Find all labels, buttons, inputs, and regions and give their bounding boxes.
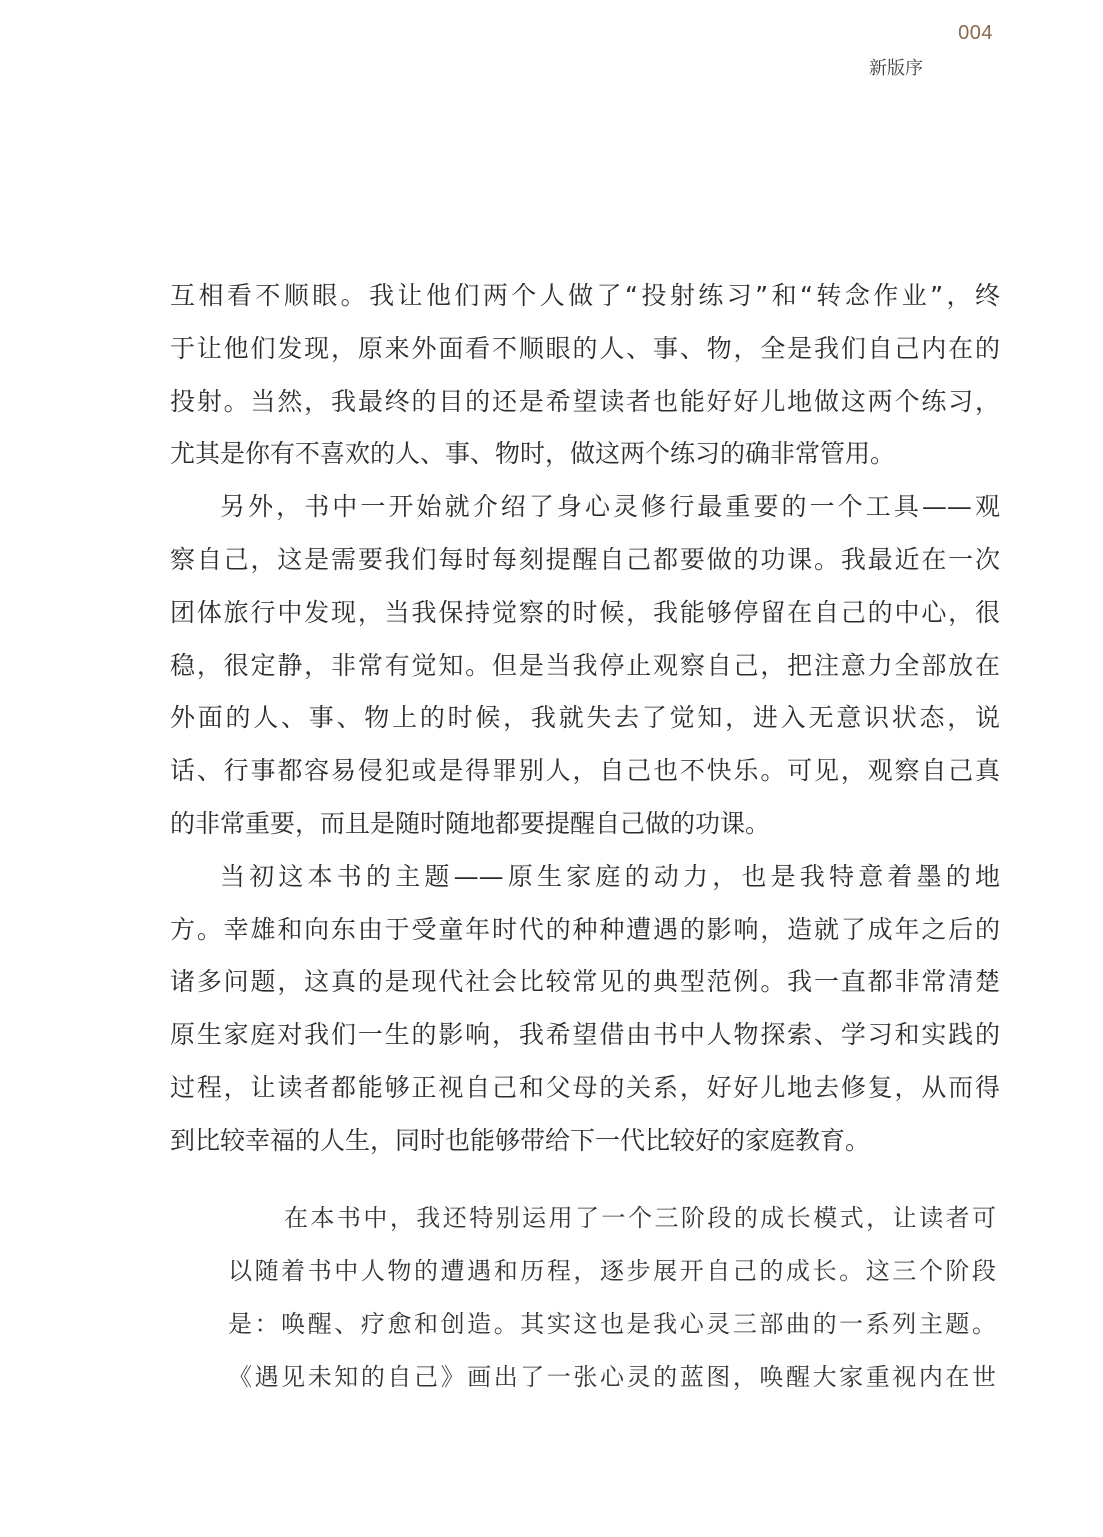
running-head: 新版序 [869, 58, 923, 79]
text-line: 原生家庭对我们一生的影响，我希望借由书中人物探索、学习和实践的 [170, 1020, 1000, 1050]
text-line: 话、行事都容易侵犯或是得罪别人，自己也不快乐。可见，观察自己真 [170, 756, 1000, 786]
text-line: 的非常重要，而且是随时随地都要提醒自己做的功课。 [170, 808, 771, 838]
quote-line: 在本书中，我还特别运用了一个三阶段的成长模式，让读者可 [284, 1204, 996, 1232]
text-line: 团体旅行中发现，当我保持觉察的时候，我能够停留在自己的中心，很 [170, 597, 1000, 627]
page-number: 004 [958, 22, 993, 44]
quote-line: 是：唤醒、疗愈和创造。其实这也是我心灵三部曲的一系列主题。 [228, 1310, 996, 1338]
text-line: 方。幸雄和向东由于受童年时代的种种遭遇的影响，造就了成年之后的 [170, 914, 1000, 944]
text-line: 当初这本书的主题——原生家庭的动力，也是我特意着墨的地 [220, 861, 1000, 891]
quote-line: 《遇见未知的自己》画出了一张心灵的蓝图，唤醒大家重视内在世 [228, 1363, 996, 1391]
text-line: 稳，很定静，非常有觉知。但是当我停止观察自己，把注意力全部放在 [170, 650, 1000, 680]
quote-block [228, 1192, 996, 1404]
text-line: 到比较幸福的人生，同时也能够带给下一代比较好的家庭教育。 [170, 1125, 871, 1155]
text-line: 尤其是你有不喜欢的人、事、物时，做这两个练习的确非常管用。 [170, 439, 896, 469]
text-line: 过程，让读者都能够正视自己和父母的关系，好好儿地去修复，从而得 [170, 1072, 1000, 1102]
text-line: 另外，书中一开始就介绍了身心灵修行最重要的一个工具——观 [220, 492, 1000, 522]
text-line: 互相看不顺眼。我让他们两个人做了“投射练习”和“转念作业”，终 [170, 281, 1000, 310]
text-line: 外面的人、事、物上的时候，我就失去了觉知，进入无意识状态，说 [170, 703, 1000, 733]
quote-line: 以随着书中人物的遭遇和历程，逐步展开自己的成长。这三个阶段 [228, 1257, 996, 1285]
text-line: 察自己，这是需要我们每时每刻提醒自己都要做的功课。我最近在一次 [170, 544, 1000, 574]
text-line: 投射。当然，我最终的目的还是希望读者也能好好儿地做这两个练习， [170, 386, 1000, 416]
text-line: 于让他们发现，原来外面看不顺眼的人、事、物，全是我们自己内在的 [170, 333, 1000, 363]
body-text [170, 270, 1000, 1168]
text-line: 诸多问题，这真的是现代社会比较常见的典型范例。我一直都非常清楚 [170, 967, 1000, 997]
